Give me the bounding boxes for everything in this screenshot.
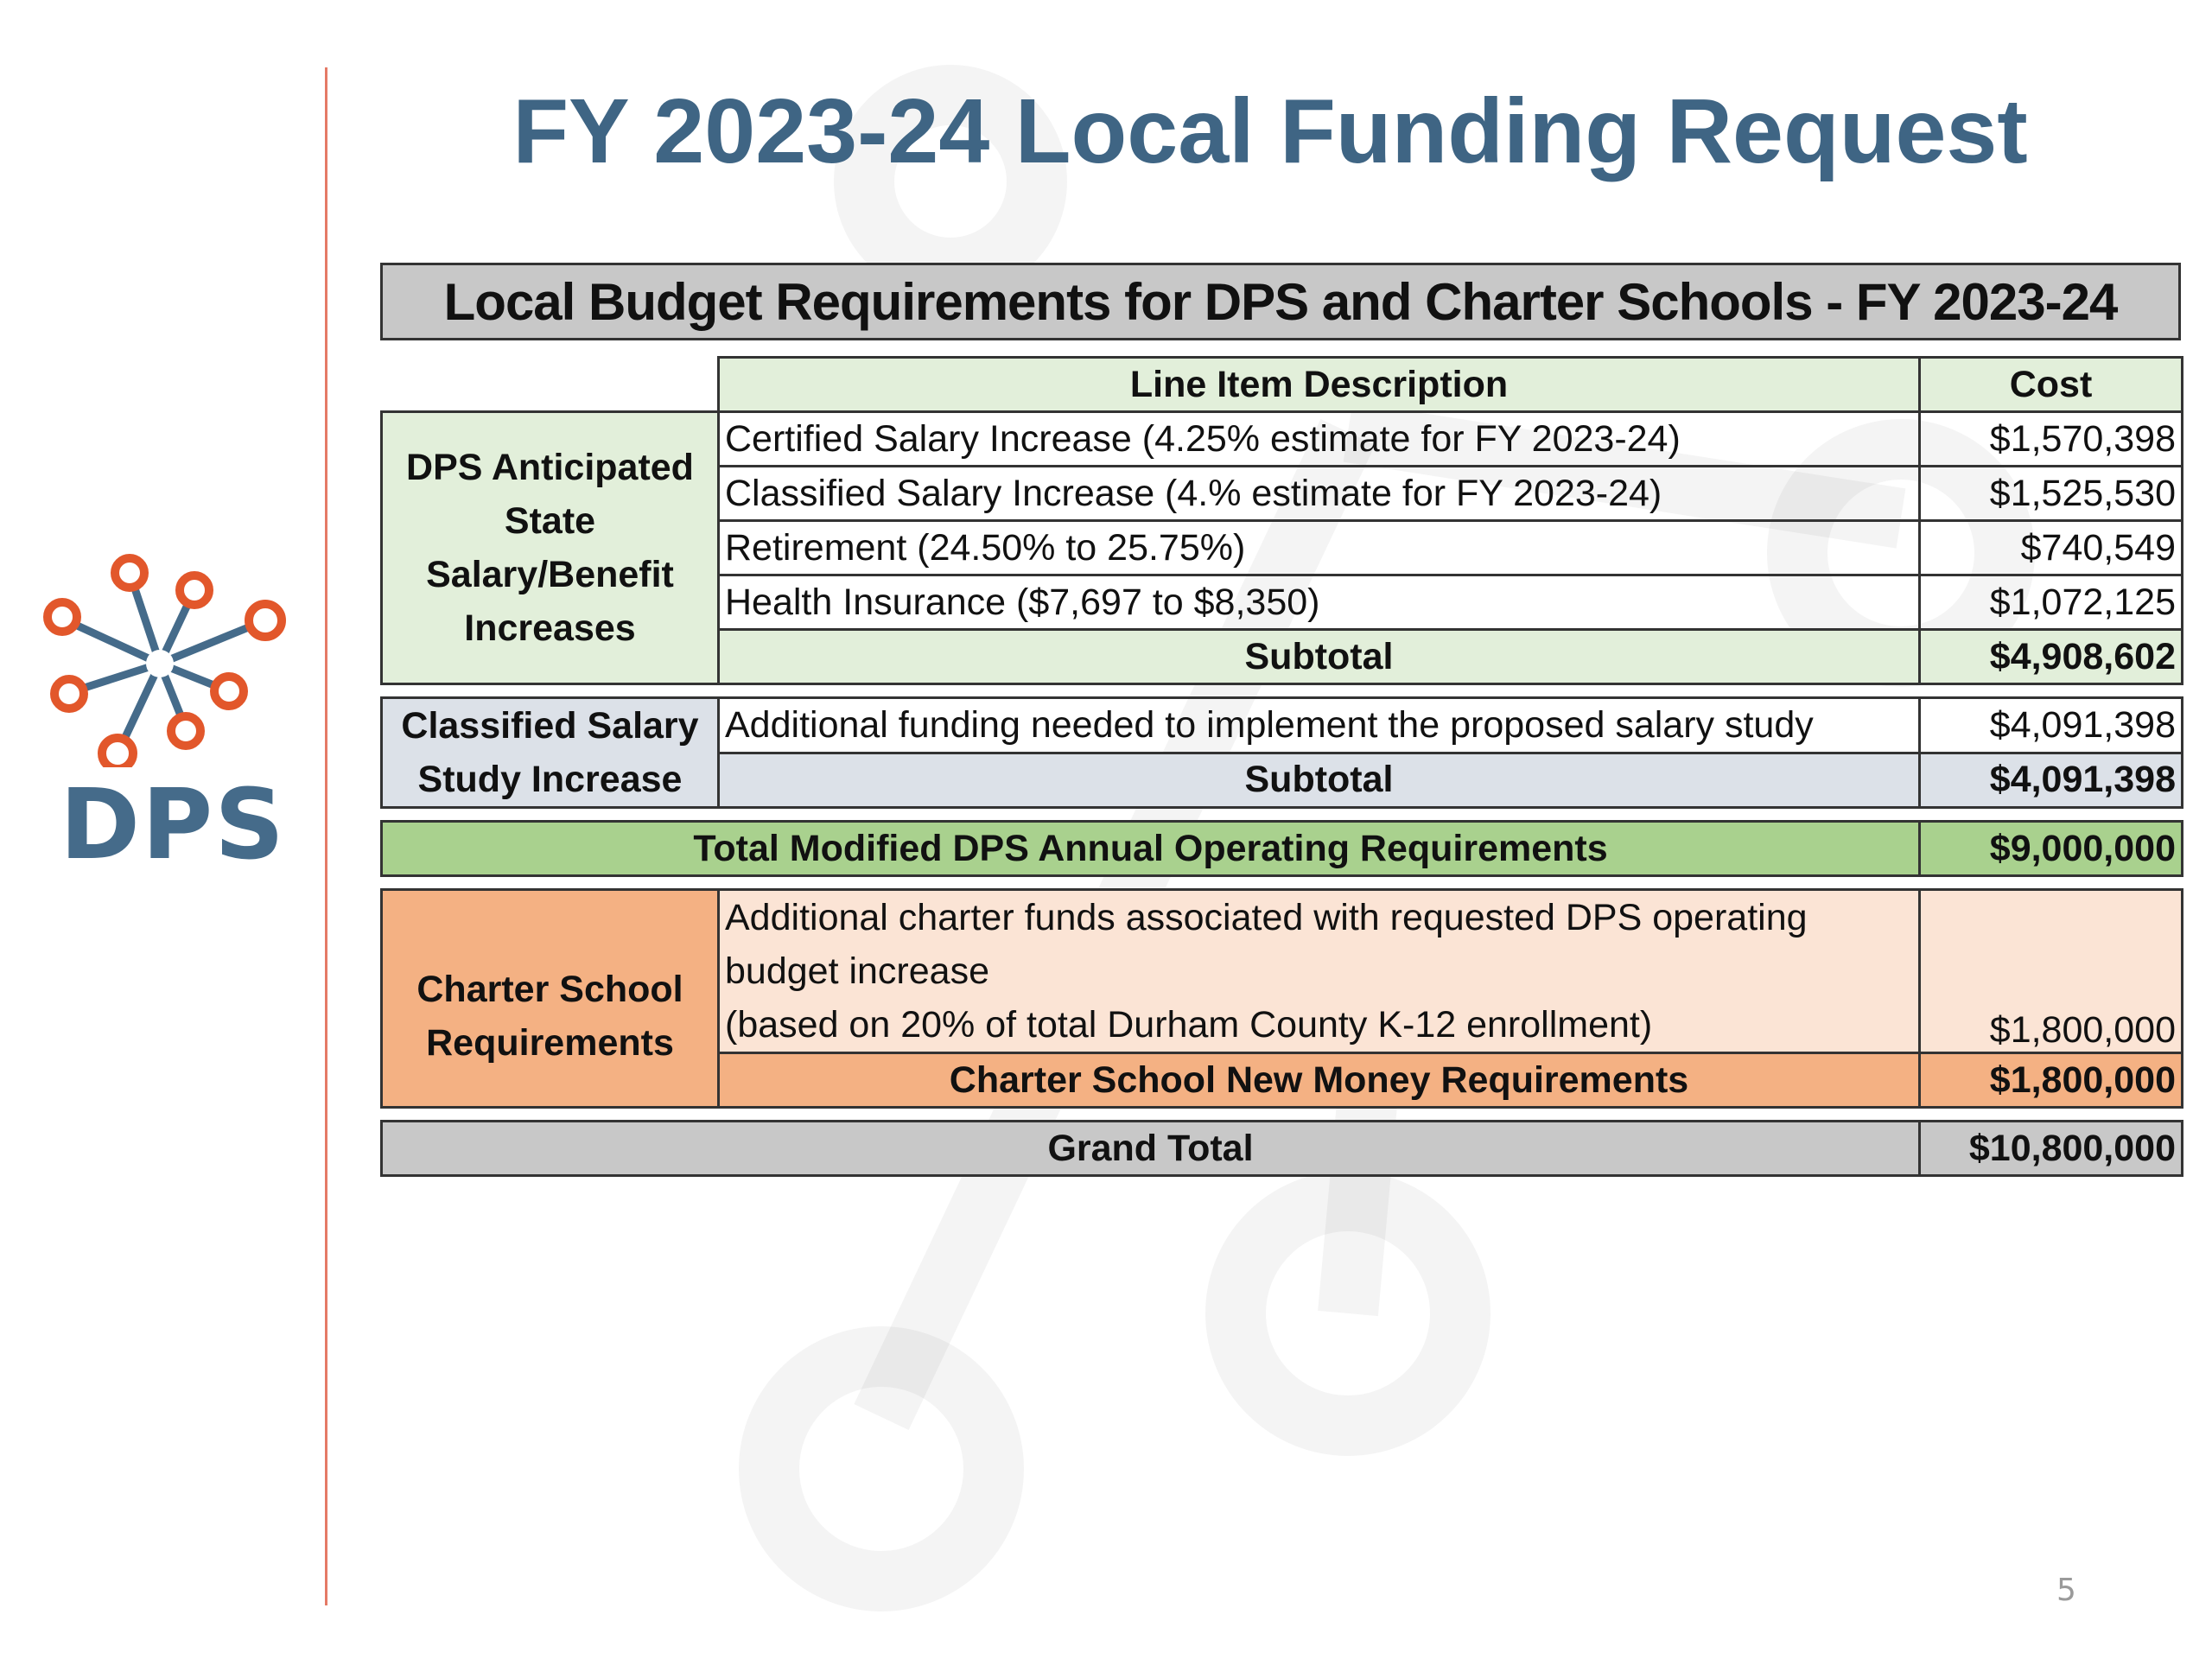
line-item-description [719, 890, 1920, 1053]
grand-total-value: $10,800,000 [1920, 1122, 2183, 1176]
line-item-description: Certified Salary Increase (4.25% estimate for FY 2023-24) [719, 412, 1920, 467]
budget-grid [380, 356, 2183, 1177]
line-item-description: Health Insurance ($7,697 to $8,350) [719, 575, 1920, 630]
grand-total-row [382, 1122, 2183, 1176]
subtotal-value: $1,800,000 [1920, 1053, 2183, 1108]
budget-table [380, 263, 2181, 1177]
line-item-description: Additional funding needed to implement the proposed salary study [719, 698, 1920, 753]
dps-logo-icon [43, 543, 302, 767]
group-label: Classified Salary Study Increase [382, 698, 719, 808]
line-item-cost: $4,091,398 [1920, 698, 2183, 753]
group-label: DPS Anticipated State Salary/Benefit Increases [382, 412, 719, 684]
vertical-divider [325, 67, 327, 1605]
line-item-cost: $740,549 [1920, 521, 2183, 575]
total-modified-label: Total Modified DPS Annual Operating Requirements [382, 822, 1920, 876]
cost-header: Cost [1920, 358, 2183, 412]
logo-wordmark: DPS [60, 769, 286, 881]
charter-desc-line2: (based on 20% of total Durham County K-12 enrollment) [725, 1004, 1653, 1046]
table-row [382, 698, 2183, 753]
line-item-description: Retirement (24.50% to 25.75%) [719, 521, 1920, 575]
subtotal-label: Subtotal [719, 753, 1920, 808]
line-item-cost: $1,525,530 [1920, 467, 2183, 521]
table-row [382, 890, 2183, 1053]
table-banner: Local Budget Requirements for DPS and Charter Schools - FY 2023-24 [380, 263, 2181, 340]
page-title: FY 2023-24 Local Funding Request [512, 80, 2028, 182]
table-row [382, 412, 2183, 467]
group-salary-study [382, 698, 2183, 808]
total-modified-row [382, 822, 2183, 876]
group-label: Charter School Requirements [382, 890, 719, 1108]
subtotal-value: $4,908,602 [1920, 630, 2183, 684]
description-header: Line Item Description [719, 358, 1920, 412]
charter-desc-line1: Additional charter funds associated with requested DPS operating budget increase [725, 897, 1808, 992]
line-item-cost: $1,800,000 [1920, 890, 2183, 1053]
group-dps-salary-benefit [382, 412, 2183, 684]
header-row [382, 358, 2183, 412]
line-item-cost: $1,570,398 [1920, 412, 2183, 467]
dps-logo [43, 543, 302, 881]
group-charter-school [382, 890, 2183, 1108]
grand-total-label: Grand Total [382, 1122, 1920, 1176]
total-modified-value: $9,000,000 [1920, 822, 2183, 876]
line-item-description: Classified Salary Increase (4.% estimate for FY 2023-24) [719, 467, 1920, 521]
subtotal-label: Subtotal [719, 630, 1920, 684]
page-number: 5 [2056, 1573, 2076, 1608]
subtotal-label: Charter School New Money Requirements [719, 1053, 1920, 1108]
subtotal-value: $4,091,398 [1920, 753, 2183, 808]
line-item-cost: $1,072,125 [1920, 575, 2183, 630]
